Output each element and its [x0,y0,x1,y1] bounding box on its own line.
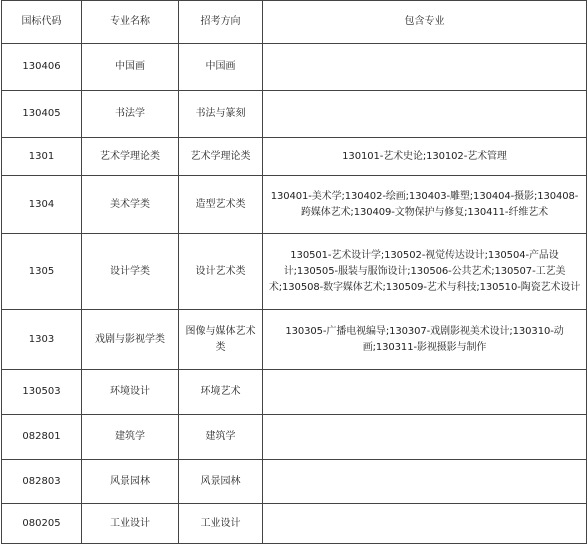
cell-major-name: 设计学类 [82,234,179,310]
cell-major-name: 中国画 [82,44,179,91]
table-row [2,415,587,460]
table-row [2,460,587,504]
table-row [2,91,587,138]
cell-included-majors [263,460,587,504]
cell-major-name: 风景园林 [82,460,179,504]
cell-exam-direction: 图像与媒体艺术类 [179,310,263,370]
table-row [2,504,587,544]
cell-major-name: 戏剧与影视学类 [82,310,179,370]
cell-code: 1305 [2,234,82,310]
cell-exam-direction: 工业设计 [179,504,263,544]
table-row [2,234,587,310]
cell-code: 080205 [2,504,82,544]
cell-code: 082803 [2,460,82,504]
cell-code: 1303 [2,310,82,370]
cell-major-name: 书法学 [82,91,179,138]
cell-exam-direction: 造型艺术类 [179,176,263,234]
cell-exam-direction: 风景园林 [179,460,263,504]
cell-major-name: 建筑学 [82,415,179,460]
cell-included-majors [263,370,587,415]
cell-exam-direction: 中国画 [179,44,263,91]
header-code: 国标代码 [2,1,82,44]
cell-included-majors [263,91,587,138]
cell-included-majors [263,415,587,460]
header-included-majors: 包含专业 [263,1,587,44]
cell-exam-direction: 环境艺术 [179,370,263,415]
header-exam-direction: 招考方向 [179,1,263,44]
cell-included-majors: 130501-艺术设计学;130502-视觉传达设计;130504-产品设计;130505-服装与服饰设计;130506-公共艺术;130507-工艺美术;130508-数字媒体艺术;130509-艺术与科技;130510-陶瓷艺术设计 [263,234,587,310]
cell-exam-direction: 建筑学 [179,415,263,460]
header-major-name: 专业名称 [82,1,179,44]
cell-exam-direction: 书法与篆刻 [179,91,263,138]
cell-code: 130503 [2,370,82,415]
table-row [2,44,587,91]
table-row [2,176,587,234]
cell-exam-direction: 设计艺术类 [179,234,263,310]
table-container [1,0,587,544]
major-table [1,0,587,544]
cell-major-name: 艺术学理论类 [82,138,179,176]
cell-major-name: 工业设计 [82,504,179,544]
table-row [2,138,587,176]
cell-code: 082801 [2,415,82,460]
cell-code: 130405 [2,91,82,138]
cell-code: 1304 [2,176,82,234]
cell-code: 130406 [2,44,82,91]
cell-included-majors [263,504,587,544]
table-row [2,310,587,370]
cell-included-majors: 130401-美术学;130402-绘画;130403-雕塑;130404-摄影;130408-跨媒体艺术;130409-文物保护与修复;130411-纤维艺术 [263,176,587,234]
cell-included-majors: 130101-艺术史论;130102-艺术管理 [263,138,587,176]
header-row [2,1,587,44]
cell-major-name: 环境设计 [82,370,179,415]
cell-included-majors: 130305-广播电视编导;130307-戏剧影视美术设计;130310-动画;130311-影视摄影与制作 [263,310,587,370]
cell-exam-direction: 艺术学理论类 [179,138,263,176]
table-row [2,370,587,415]
cell-major-name: 美术学类 [82,176,179,234]
cell-included-majors [263,44,587,91]
cell-code: 1301 [2,138,82,176]
